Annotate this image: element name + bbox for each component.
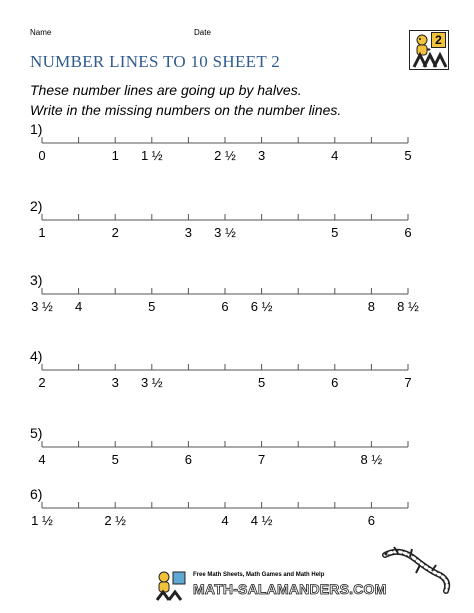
number-label: 5 [111,452,119,467]
name-label: Name [30,28,52,37]
number-label: 5 [331,225,339,240]
question-number: 5) [30,425,43,441]
instruction-line-2: Write in the missing numbers on the number lines. [30,102,342,118]
number-label: 4 [221,513,229,528]
number-label: 8 ½ [397,299,419,314]
question-number: 4) [30,348,43,364]
salamander-logo-icon [155,570,191,602]
number-label: 3 ½ [140,375,163,390]
number-label: 5 [148,299,156,314]
number-label: 3 [184,225,193,240]
number-label: 4 [74,299,83,314]
number-label: 6 [404,225,412,240]
instruction-line-1: These number lines are going up by halves. [30,82,302,98]
number-label: 2 ½ [104,513,127,528]
number-label: 2 [111,225,119,240]
number-label: 4 [331,148,339,163]
number-label: 0 [38,148,46,163]
number-label: 7 [257,452,266,467]
number-label: 6 [184,452,193,467]
number-label: 1 ½ [31,513,53,528]
number-label: 4 [38,452,46,467]
footer-tagline: Free Math Sheets, Math Games and Math Help [193,572,325,578]
question-number: 1) [30,121,43,137]
number-label: 5 [404,148,412,163]
number-label: 3 ½ [214,225,236,240]
number-label: 3 [257,148,266,163]
number-label: 6 ½ [250,299,273,314]
number-label: 2 [38,375,46,390]
number-label: 6 [221,299,229,314]
page-title: NUMBER LINES TO 10 SHEET 2 [30,52,281,71]
number-label: 8 ½ [360,452,383,467]
number-label: 6 [331,375,339,390]
question-number: 2) [30,198,43,214]
number-label: 1 [111,148,119,163]
number-label: 2 ½ [214,148,236,163]
number-label: 1 ½ [140,148,163,163]
number-label: 4 ½ [250,513,273,528]
number-label: 7 [404,375,412,390]
number-label: 3 [111,375,119,390]
salamander-icon [380,545,455,595]
footer-brand: MATH-SALAMANDERS.COM [193,581,387,597]
number-label: 5 [257,375,266,390]
number-label: 6 [367,513,376,528]
question-number: 6) [30,486,43,502]
number-label: 3 ½ [31,299,53,314]
grade-badge: 2 [431,32,446,48]
question-number: 3) [30,272,43,288]
number-label: 1 [38,225,46,240]
date-label: Date [194,28,211,37]
grade-logo [409,30,449,70]
number-label: 8 [367,299,376,314]
